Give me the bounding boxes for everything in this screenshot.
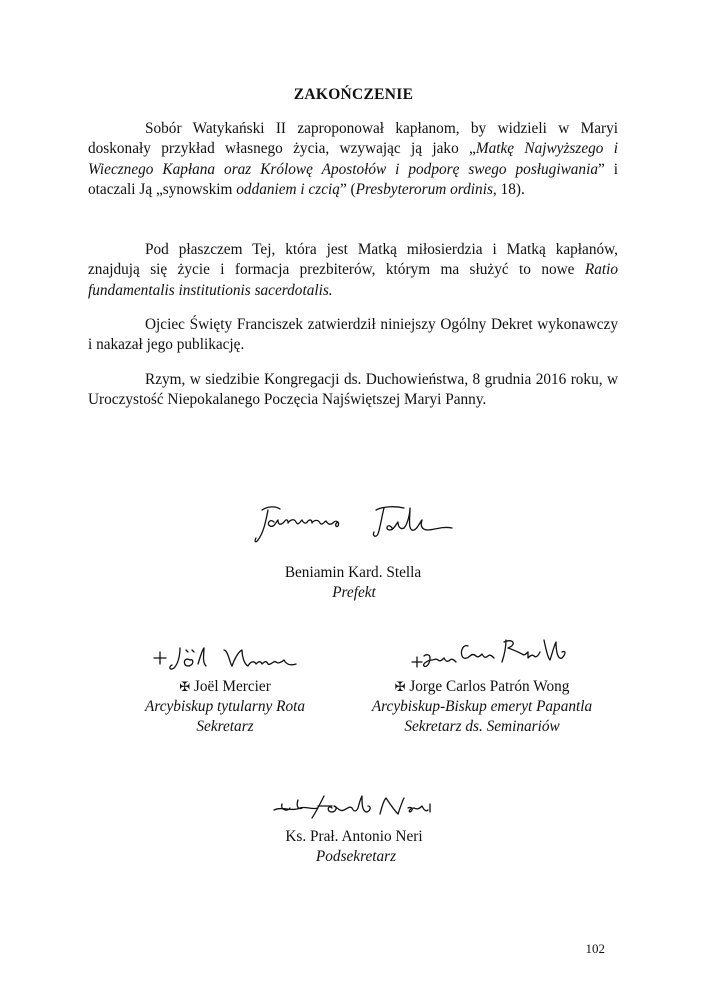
signer-neri-role: Podsekretarz [315, 848, 397, 865]
paragraph-1-text-2: ” i otaczali Ją „synowskim [88, 160, 618, 199]
signer-stella-name: Beniamin Kard. Stella [284, 564, 422, 581]
paragraph-4 [88, 370, 618, 411]
cross-icon: ✠ [179, 679, 191, 694]
paragraph-1-quote-2: oddaniem i czcią [236, 181, 340, 199]
paragraph-3-text: Ojciec Święty Franciszek zatwierdził niniejszy Ogólny Dekret wykonawczy i nakazał jego publikację. [88, 316, 618, 354]
cross-icon: ✠ [394, 679, 406, 694]
paragraph-2 [88, 240, 618, 301]
signer-mercier-role: Arcybiskup tytularny Rota [144, 698, 305, 715]
signer-mercier [120, 677, 330, 737]
paragraph-1-text-1: Sobór Watykański II zaproponował kapłanom, by widzieli w Maryi doskonały przykład własnego życia, wzywając ją jako „ [88, 120, 618, 158]
paragraph-4-text: Rzym, w siedzibie Kongregacji ds. Duchowieństwa, 8 grudnia 2016 roku, w Uroczystość Niepokalanego Poczęcia Najświętszej Maryi Panny. [88, 371, 618, 409]
mercier-signature [150, 640, 300, 674]
signer-patron-wong-title: Sekretarz ds. Seminariów [404, 718, 560, 735]
stella-signature [254, 500, 464, 550]
signer-stella-role: Prefekt [332, 584, 376, 601]
paragraph-2-text: Pod płaszczem Tej, która jest Matką miłosierdzia i Matką kapłanów, znajdują się życie i formacja prezbiterów, którym ma służyć to nowe [88, 241, 618, 279]
patron-wong-signature [410, 632, 570, 674]
paragraph-1-quote: Matkę Najwyższego i Wiecznego Kapłana oraz Królowę Apostołów i podporę swego posługiwania [88, 140, 618, 178]
paragraph-1 [88, 119, 618, 201]
paragraph-2-title: Ratio fundamentalis institutionis sacerdotalis. [88, 261, 618, 299]
paragraph-3 [88, 315, 618, 356]
signer-mercier-name: Joël Mercier [193, 678, 271, 695]
paragraph-1-citation: Presbyterorum ordinis [355, 181, 493, 199]
page-title: ZAKOŃCZENIE [293, 86, 414, 103]
signer-neri-name: Ks. Prał. Antonio Neri [285, 828, 423, 845]
signer-neri [254, 827, 454, 867]
signer-patron-wong-role: Arcybiskup-Biskup emeryt Papantla [371, 698, 593, 715]
signer-stella [253, 563, 453, 603]
page-number: 102 [585, 941, 605, 956]
neri-signature [272, 790, 437, 824]
paragraph-1-text-4: , 18). [492, 181, 525, 199]
signer-patron-wong-name: Jorge Carlos Patrón Wong [409, 678, 570, 695]
signer-patron-wong [352, 677, 612, 737]
paragraph-1-text-3: ” ( [339, 181, 356, 199]
signer-mercier-title: Sekretarz [196, 718, 254, 735]
